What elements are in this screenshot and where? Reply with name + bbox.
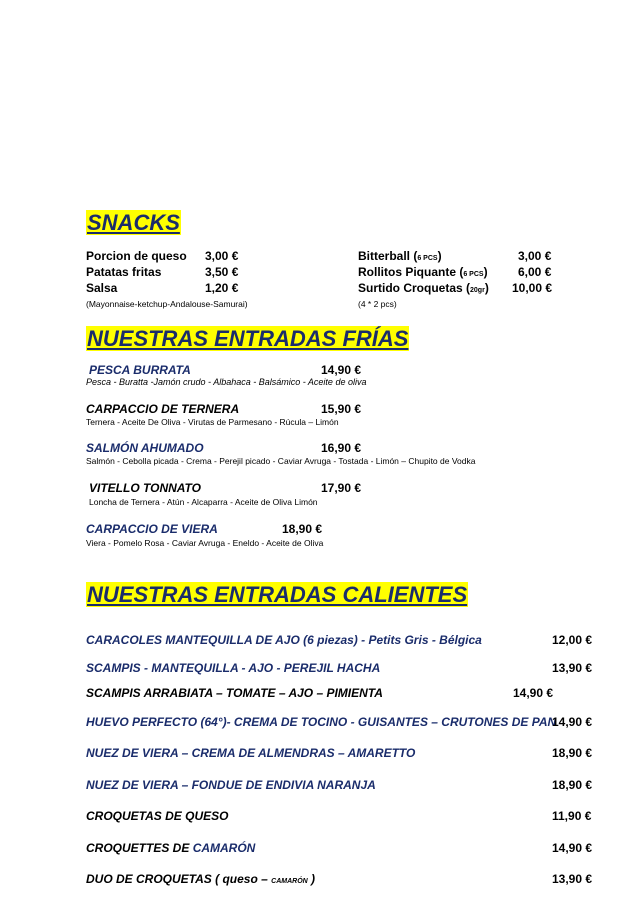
snack-price: 3,00 €: [518, 249, 552, 263]
menu-item-desc: Salmón - Cebolla picada - Crema - Perejil picado - Caviar Avruga - Tostada - Limón – Chupito de Vodka: [86, 456, 476, 466]
menu-item-price: 14,90 €: [552, 715, 593, 729]
menu-item-desc: Loncha de Ternera - Atún - Alcaparra - Aceite de Oliva Limón: [89, 497, 318, 507]
menu-item-name: HUEVO PERFECTO (64°)- CREMA DE TOCINO - GUISANTES – CRUTONES DE PAN: [86, 715, 557, 729]
snack-name: Salsa: [86, 281, 118, 295]
snack-price: 6,00 €: [518, 265, 552, 279]
section-title-calientes: NUESTRAS ENTRADAS CALIENTES: [87, 582, 468, 607]
menu-item-name: CARACOLES MANTEQUILLA DE AJO (6 piezas) - Petits Gris - Bélgica: [86, 633, 482, 647]
menu-item-price: 18,90 €: [552, 778, 593, 792]
snack-name: Bitterball (6 PCS): [358, 249, 442, 263]
snack-note: (Mayonnaise-ketchup-Andalouse-Samurai): [86, 299, 248, 309]
menu-item-desc: Viera - Pomelo Rosa - Caviar Avruga - Eneldo - Aceite de Oliva: [86, 538, 324, 548]
snack-name: Porcion de queso: [86, 249, 187, 263]
menu-item-name: CARPACCIO DE TERNERA: [86, 402, 240, 416]
menu-item-price: 13,90 €: [552, 872, 593, 886]
menu-item-desc: Ternera - Aceite De Oliva - Virutas de Parmesano - Rúcula – Limón: [86, 417, 339, 427]
menu-item-name: DUO DE CROQUETAS ( queso – CAMARÓN ): [86, 872, 316, 886]
menu-item-price: 18,90 €: [552, 746, 593, 760]
snack-name: Surtido Croquetas (20gr): [358, 281, 489, 295]
menu-item-price: 14,90 €: [552, 841, 593, 855]
menu-item-name: NUEZ DE VIERA – FONDUE DE ENDIVIA NARANJA: [86, 778, 376, 792]
menu-item-price: 17,90 €: [321, 481, 362, 495]
menu-item-name: CARPACCIO DE VIERA: [86, 522, 218, 536]
menu-item-name: SCAMPIS - MANTEQUILLA - AJO - PEREJIL HACHA: [86, 661, 381, 675]
menu-item-price: 13,90 €: [552, 661, 593, 675]
menu-item-price: 16,90 €: [321, 441, 362, 455]
snack-price: 10,00 €: [512, 281, 553, 295]
snack-name: Rollitos Piquante (6 PCS): [358, 265, 488, 279]
snack-name: Patatas fritas: [86, 265, 162, 279]
section-title-snacks: SNACKS: [87, 210, 180, 235]
menu-item-name: SALMÓN AHUMADO: [86, 441, 204, 455]
menu-item-price: 18,90 €: [282, 522, 323, 536]
menu-item-price: 15,90 €: [321, 402, 362, 416]
snack-price: 3,00 €: [205, 249, 239, 263]
menu-item-price: 14,90 €: [321, 363, 362, 377]
snack-price: 1,20 €: [205, 281, 239, 295]
menu-item-price: 11,90 €: [552, 809, 592, 823]
menu-item-name: CROQUETTES DE CAMARÓN: [86, 841, 256, 855]
section-title-frias: NUESTRAS ENTRADAS FRÍAS: [87, 326, 409, 351]
menu-item-name: VITELLO TONNATO: [89, 481, 202, 495]
menu-item-price: 12,00 €: [552, 633, 593, 647]
snack-price: 3,50 €: [205, 265, 239, 279]
menu-item-name: SCAMPIS ARRABIATA – TOMATE – AJO – PIMIENTA: [86, 686, 383, 700]
menu-item-name: NUEZ DE VIERA – CREMA DE ALMENDRAS – AMARETTO: [86, 746, 416, 760]
menu-item-desc: Pesca - Buratta -Jamón crudo - Albahaca - Balsámico - Aceite de oliva: [86, 377, 367, 387]
menu-item-name: CROQUETAS DE QUESO: [86, 809, 229, 823]
menu-item-name: PESCA BURRATA: [89, 363, 191, 377]
menu-item-price: 14,90 €: [513, 686, 554, 700]
snack-note: (4 * 2 pcs): [358, 299, 397, 309]
